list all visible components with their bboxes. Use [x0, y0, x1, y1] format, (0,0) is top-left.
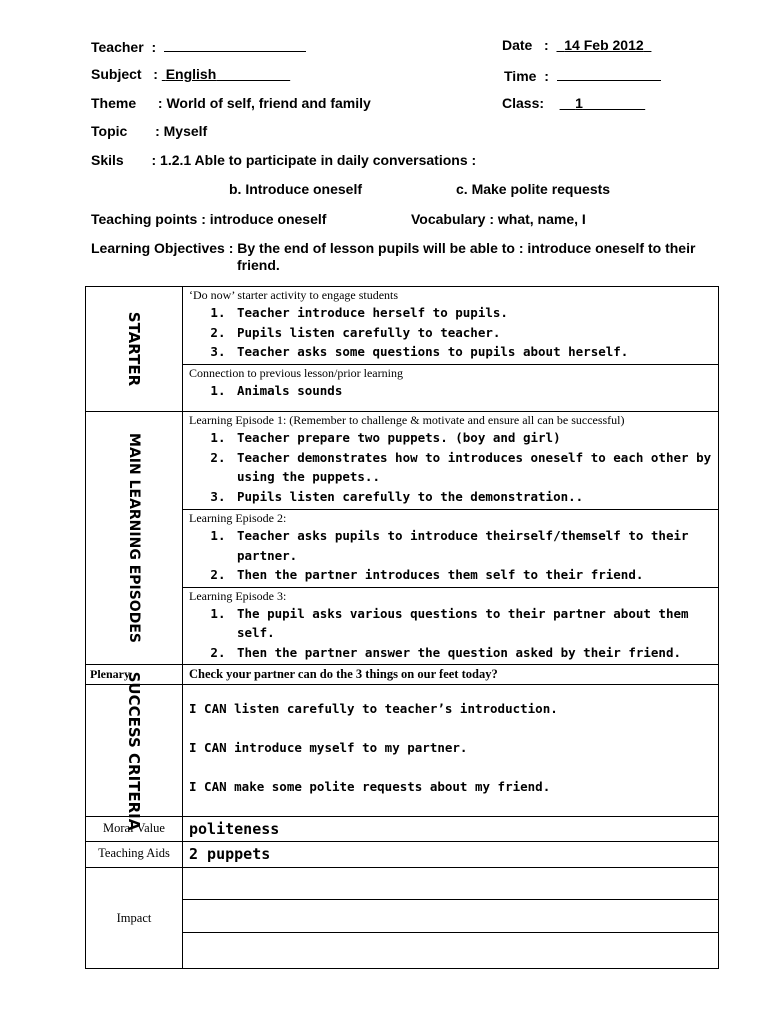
subject-field: Subject : English — [91, 66, 290, 82]
theme-value: : World of self, friend and family — [157, 95, 371, 111]
episode3-list — [183, 604, 718, 665]
topic-label: Topic — [91, 123, 128, 139]
episode3-cell — [183, 587, 719, 665]
episode2-title: Learning Episode 2: — [189, 511, 287, 525]
success-criteria-label: SUCCESS CRITERIA — [125, 671, 143, 830]
success-row — [86, 685, 719, 817]
episode2-list — [183, 526, 718, 587]
episode1-cell — [183, 412, 719, 510]
do-now-list — [183, 303, 718, 364]
moral-value: politeness — [189, 820, 280, 838]
time-field: Time : — [504, 66, 661, 84]
episode1-list — [183, 428, 718, 508]
impact-label-cell — [86, 868, 183, 969]
moral-value-cell — [183, 817, 719, 842]
time-label: Time — [504, 68, 537, 84]
connection-title: Connection to previous lesson/prior learning — [189, 366, 403, 380]
skill-b: b. Introduce oneself — [229, 181, 363, 197]
connection-list — [183, 381, 718, 403]
impact-line-2[interactable] — [183, 900, 719, 933]
list-item: I CAN introduce myself to my partner. — [189, 740, 468, 755]
list-item: 3. Teacher asks some questions to pupils about herself. — [233, 342, 718, 362]
teaching-points: Teaching points : introduce oneself — [91, 211, 327, 227]
plenary-text: Check your partner can do the 3 things on our feet today? — [189, 667, 498, 681]
starter-side-cell — [86, 287, 183, 412]
impact-label: Impact — [116, 910, 152, 925]
list-item: I CAN listen carefully to teacher’s introduction. — [189, 701, 558, 716]
starter-section — [86, 287, 719, 365]
impact-line-1[interactable] — [183, 868, 719, 900]
list-item: 1. Teacher asks pupils to introduce theirself/themself to their partner. — [233, 526, 718, 565]
aids-label-cell — [86, 842, 183, 868]
vocabulary: Vocabulary : what, name, I — [411, 211, 586, 227]
list-item: 1. The pupil asks various questions to their partner about them self. — [233, 604, 718, 643]
date-value: 14 Feb 2012 — [564, 37, 644, 53]
subject-value: English — [165, 66, 217, 82]
plenary-label: Plenary — [90, 667, 130, 681]
teaching-aids-label: Teaching Aids — [98, 846, 170, 860]
main-side-cell — [86, 412, 183, 665]
class-value: 1 — [575, 95, 583, 111]
learning-objectives: Learning Objectives : By the end of lesson pupils will be able to : introduce oneself to their — [91, 240, 696, 256]
list-item: 2. Pupils listen carefully to teacher. — [233, 323, 718, 343]
theme-label: Theme — [91, 95, 137, 111]
episode3-title: Learning Episode 3: — [189, 588, 287, 603]
list-item: 2. Teacher demonstrates how to introduces oneself to each other by using the puppets.. — [233, 448, 718, 487]
moral-row — [86, 817, 719, 842]
do-now-title: ‘Do now’ starter activity to engage students — [189, 288, 399, 302]
topic-value: : Myself — [155, 123, 208, 139]
skills-label: Skils — [91, 152, 124, 168]
episode2-cell — [183, 510, 719, 588]
list-item: 2. Then the partner introduces them self to their friend. — [233, 565, 718, 585]
subject-label: Subject — [91, 66, 142, 82]
lesson-plan-table — [85, 286, 719, 969]
teaching-aids-value: 2 puppets — [189, 845, 271, 863]
aids-row — [86, 842, 719, 868]
main-section — [86, 412, 719, 510]
list-item: 1. Teacher prepare two puppets. (boy and girl) — [233, 428, 718, 448]
impact-row — [86, 868, 719, 900]
teacher-value — [164, 37, 306, 52]
skills-value: : 1.2.1 Able to participate in daily conversations : — [151, 152, 477, 168]
skill-c: c. Make polite requests — [456, 181, 611, 197]
list-item: I CAN make some polite requests about my friend. — [189, 779, 551, 794]
theme-field — [91, 95, 371, 111]
teacher-label: Teacher — [91, 39, 144, 55]
do-now-cell — [183, 287, 719, 365]
list-item: 2. Then the partner answer the question asked by their friend. — [233, 643, 718, 663]
list-item: 1. Animals sounds — [233, 381, 718, 401]
main-learning-label: MAIN LEARNING EPISODES — [126, 433, 142, 643]
skills-field — [91, 152, 476, 168]
class-label: Class: — [502, 95, 545, 111]
class-field — [502, 95, 645, 111]
list-item: 1. Teacher introduce herself to pupils. — [233, 303, 718, 323]
learning-objectives-cont: friend. — [237, 257, 280, 273]
date-label: Date — [502, 37, 533, 53]
time-value — [557, 66, 661, 81]
topic-field — [91, 123, 207, 139]
success-criteria-cell — [183, 685, 719, 817]
date-field: Date : 14 Feb 2012 — [502, 37, 651, 53]
plenary-row — [86, 665, 719, 685]
aids-value-cell — [183, 842, 719, 868]
starter-label: STARTER — [125, 311, 143, 387]
episode1-title: Learning Episode 1: (Remember to challenge & motivate and ensure all can be successful) — [189, 413, 625, 427]
plenary-text-cell — [183, 665, 719, 685]
list-item: 3. Pupils listen carefully to the demonstration.. — [233, 487, 718, 507]
success-criteria-list — [183, 685, 718, 796]
teacher-field: Teacher : — [91, 37, 306, 55]
moral-value-label: Moral Value — [103, 821, 165, 835]
impact-line-3[interactable] — [183, 933, 719, 969]
connection-cell — [183, 365, 719, 412]
